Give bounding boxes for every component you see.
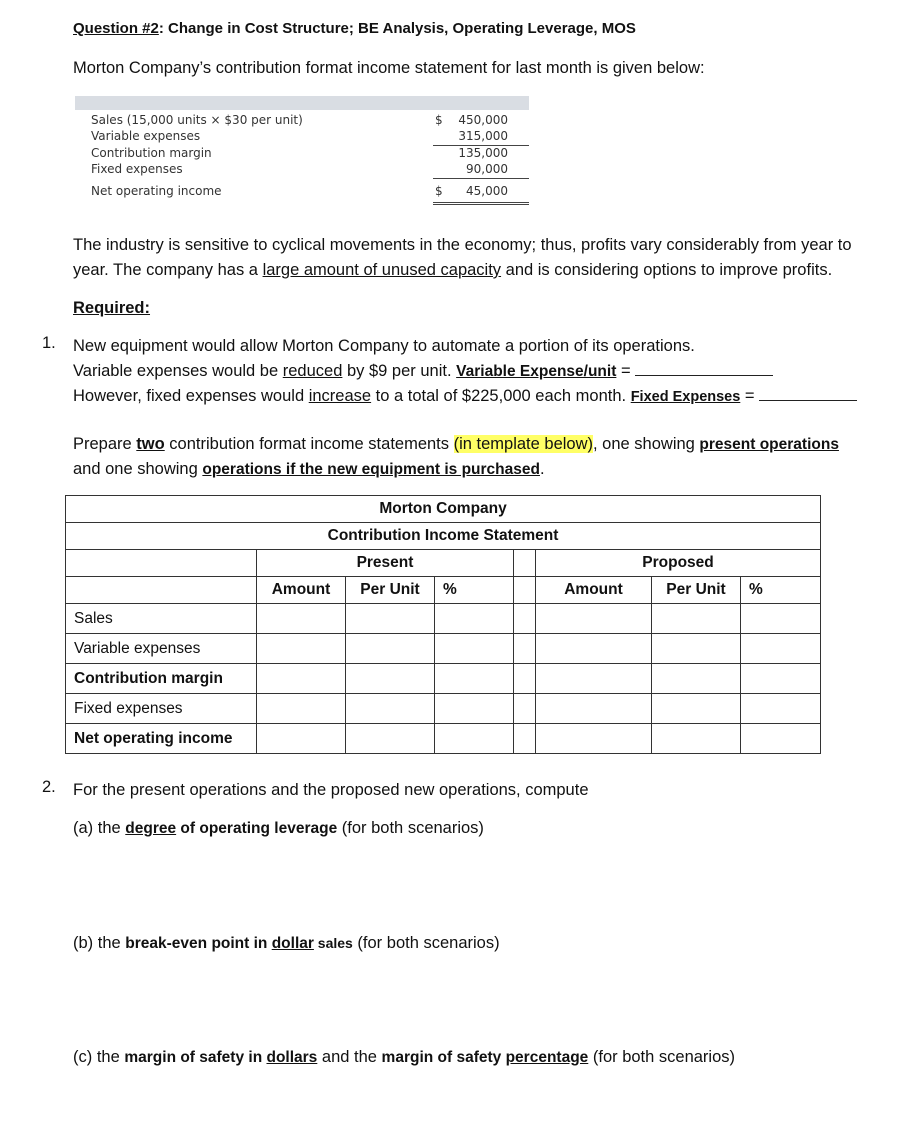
template-spacer-cell bbox=[514, 577, 536, 604]
q1-text-fragment: However, fixed expenses would bbox=[73, 387, 309, 405]
answer-cell[interactable] bbox=[536, 694, 652, 724]
break-even-text: break-even point in bbox=[125, 935, 272, 952]
context-text: year. The company has a bbox=[73, 261, 263, 279]
fixed-expenses-label: Fixed Expenses bbox=[630, 389, 741, 405]
answer-cell[interactable] bbox=[652, 604, 741, 634]
q2-c-fragment: (for both scenarios) bbox=[588, 1048, 736, 1066]
answer-cell[interactable] bbox=[346, 724, 435, 754]
answer-cell[interactable] bbox=[257, 724, 346, 754]
is-row-value: 315,000 bbox=[458, 129, 508, 143]
table-row bbox=[66, 604, 821, 634]
template-company: Morton Company bbox=[66, 496, 821, 523]
answer-cell[interactable] bbox=[257, 604, 346, 634]
prepare-two: two bbox=[136, 435, 165, 453]
q2-number: 2. bbox=[42, 778, 56, 796]
income-statement-template bbox=[65, 495, 821, 754]
q2-b-fragment: (b) the bbox=[73, 934, 126, 952]
is-row-value: 450,000 bbox=[458, 113, 508, 127]
answer-cell[interactable] bbox=[652, 724, 741, 754]
answer-cell[interactable] bbox=[741, 604, 821, 634]
is-double-underline bbox=[433, 202, 529, 203]
table-row bbox=[66, 634, 821, 664]
col-pct-present: % bbox=[435, 577, 514, 604]
q2-c-fragment: and the bbox=[317, 1048, 382, 1066]
dollar-text: dollar bbox=[271, 935, 314, 952]
q1-line-1: New equipment would allow Morton Company to automate a portion of its operations. bbox=[73, 337, 695, 355]
degree-text: degree bbox=[125, 820, 177, 837]
answer-cell[interactable] bbox=[257, 634, 346, 664]
variable-expense-answer-blank[interactable] bbox=[635, 361, 773, 376]
prepare-line-1 bbox=[73, 432, 893, 457]
template-spacer-cell bbox=[514, 694, 536, 724]
is-row-value: 90,000 bbox=[466, 162, 508, 176]
q1-line-2 bbox=[73, 359, 857, 384]
template-spacer-cell bbox=[514, 604, 536, 634]
row-label-contribution-margin: Contribution margin bbox=[66, 664, 257, 694]
q1-line-3 bbox=[73, 384, 857, 410]
answer-cell[interactable] bbox=[652, 664, 741, 694]
dollars-text: dollars bbox=[266, 1049, 318, 1066]
answer-cell[interactable] bbox=[435, 664, 514, 694]
answer-cell[interactable] bbox=[536, 634, 652, 664]
answer-cell[interactable] bbox=[536, 724, 652, 754]
template-proposed-header: Proposed bbox=[536, 550, 821, 577]
template-below-highlight: (in template below) bbox=[453, 435, 594, 453]
row-label-net-operating-income: Net operating income bbox=[66, 724, 257, 754]
q1-text-fragment: Variable expenses would be bbox=[73, 362, 283, 380]
income-statement-header-bar bbox=[75, 96, 529, 110]
is-underline bbox=[433, 178, 529, 179]
operating-leverage-text: of operating leverage bbox=[176, 820, 338, 837]
template-statement-title: Contribution Income Statement bbox=[66, 523, 821, 550]
context-text: and is considering options to improve profits. bbox=[501, 261, 833, 279]
q2-part-a bbox=[73, 816, 484, 841]
income-statement bbox=[75, 96, 529, 208]
q2-b-fragment: (for both scenarios) bbox=[352, 934, 500, 952]
answer-cell[interactable] bbox=[435, 634, 514, 664]
template-spacer-cell bbox=[514, 664, 536, 694]
is-row-value: 135,000 bbox=[458, 146, 508, 160]
q2-a-fragment: (for both scenarios) bbox=[337, 819, 484, 837]
row-label-sales: Sales bbox=[66, 604, 257, 634]
fixed-expenses-answer-blank[interactable] bbox=[759, 386, 857, 401]
context-line-1: The industry is sensitive to cyclical movements in the economy; thus, profits vary considerably from year to bbox=[73, 236, 852, 254]
row-label-variable-expenses: Variable expenses bbox=[66, 634, 257, 664]
q2-a-fragment: (a) the bbox=[73, 819, 126, 837]
template-spacer-cell bbox=[514, 550, 536, 577]
unused-capacity-text: large amount of unused capacity bbox=[262, 261, 502, 279]
answer-cell[interactable] bbox=[741, 634, 821, 664]
table-row bbox=[66, 724, 821, 754]
is-row-dollar: $ bbox=[435, 113, 443, 127]
table-row bbox=[66, 694, 821, 724]
proposed-operations: operations if the new equipment is purchased bbox=[202, 461, 540, 478]
question-label: Question #2 bbox=[73, 20, 159, 37]
q2-part-b bbox=[73, 931, 500, 956]
q2-c-fragment: (c) the bbox=[73, 1048, 125, 1066]
answer-cell[interactable] bbox=[257, 664, 346, 694]
template-empty-cell bbox=[66, 550, 257, 577]
q1-prepare-text bbox=[73, 432, 893, 482]
answer-cell[interactable] bbox=[346, 634, 435, 664]
sales-text: sales bbox=[313, 935, 353, 951]
prepare-fragment: and one showing bbox=[73, 460, 203, 478]
col-pct-proposed: % bbox=[741, 577, 821, 604]
prepare-fragment: contribution format income statements bbox=[164, 435, 454, 453]
q1-increase: increase bbox=[308, 387, 372, 405]
required-heading: Required: bbox=[73, 299, 151, 317]
prepare-line-2 bbox=[73, 457, 893, 482]
answer-cell[interactable] bbox=[435, 604, 514, 634]
q2-intro: For the present operations and the proposed new operations, compute bbox=[73, 781, 589, 799]
percentage-text: percentage bbox=[505, 1049, 589, 1066]
answer-cell[interactable] bbox=[435, 724, 514, 754]
is-row-label: Variable expenses bbox=[91, 129, 201, 143]
q1-equals: = bbox=[740, 387, 760, 405]
q2-part-c bbox=[73, 1045, 735, 1070]
answer-cell[interactable] bbox=[346, 694, 435, 724]
is-row-value: 45,000 bbox=[466, 184, 508, 198]
answer-cell[interactable] bbox=[257, 694, 346, 724]
answer-cell[interactable] bbox=[652, 694, 741, 724]
answer-cell[interactable] bbox=[346, 604, 435, 634]
variable-expense-unit-label: Variable Expense/unit bbox=[456, 363, 617, 380]
answer-cell[interactable] bbox=[652, 634, 741, 664]
is-double-underline bbox=[433, 204, 529, 205]
row-label-fixed-expenses: Fixed expenses bbox=[66, 694, 257, 724]
col-per-unit-present: Per Unit bbox=[346, 577, 435, 604]
question-topic: : Change in Cost Structure; BE Analysis, Operating Leverage, MOS bbox=[158, 20, 636, 37]
answer-cell[interactable] bbox=[435, 694, 514, 724]
template-spacer-cell bbox=[514, 724, 536, 754]
template-present-header: Present bbox=[257, 550, 514, 577]
is-row-label: Net operating income bbox=[91, 184, 222, 198]
context-line-2 bbox=[73, 258, 852, 283]
q1-text-fragment: to a total of $225,000 each month. bbox=[371, 387, 631, 405]
present-operations: present operations bbox=[699, 436, 839, 453]
template-spacer-cell bbox=[514, 634, 536, 664]
question-title bbox=[73, 20, 636, 37]
template-empty-cell bbox=[66, 577, 257, 604]
answer-cell[interactable] bbox=[741, 664, 821, 694]
answer-cell[interactable] bbox=[741, 724, 821, 754]
is-row-dollar: $ bbox=[435, 184, 443, 198]
mos-percentage-text: margin of safety bbox=[381, 1049, 506, 1066]
is-row-label: Sales (15,000 units × $30 per unit) bbox=[91, 113, 303, 127]
q1-text-fragment: by $9 per unit. bbox=[342, 362, 457, 380]
prepare-fragment: , one showing bbox=[593, 435, 700, 453]
prepare-fragment: Prepare bbox=[73, 435, 137, 453]
answer-cell[interactable] bbox=[536, 604, 652, 634]
q1-number: 1. bbox=[42, 334, 56, 352]
col-per-unit-proposed: Per Unit bbox=[652, 577, 741, 604]
q1-reduced: reduced bbox=[282, 362, 343, 380]
col-amount-proposed: Amount bbox=[536, 577, 652, 604]
answer-cell[interactable] bbox=[536, 664, 652, 694]
is-row-label: Contribution margin bbox=[91, 146, 212, 160]
q1-equals: = bbox=[616, 362, 636, 380]
answer-cell[interactable] bbox=[346, 664, 435, 694]
answer-cell[interactable] bbox=[741, 694, 821, 724]
is-row-label: Fixed expenses bbox=[91, 162, 183, 176]
mos-dollars-text: margin of safety in bbox=[124, 1049, 267, 1066]
context-paragraph bbox=[73, 233, 852, 283]
col-amount-present: Amount bbox=[257, 577, 346, 604]
table-row bbox=[66, 664, 821, 694]
prepare-fragment: . bbox=[539, 460, 545, 478]
intro-text: Morton Company’s contribution format income statement for last month is given below: bbox=[73, 59, 705, 77]
q1-text bbox=[73, 334, 857, 410]
